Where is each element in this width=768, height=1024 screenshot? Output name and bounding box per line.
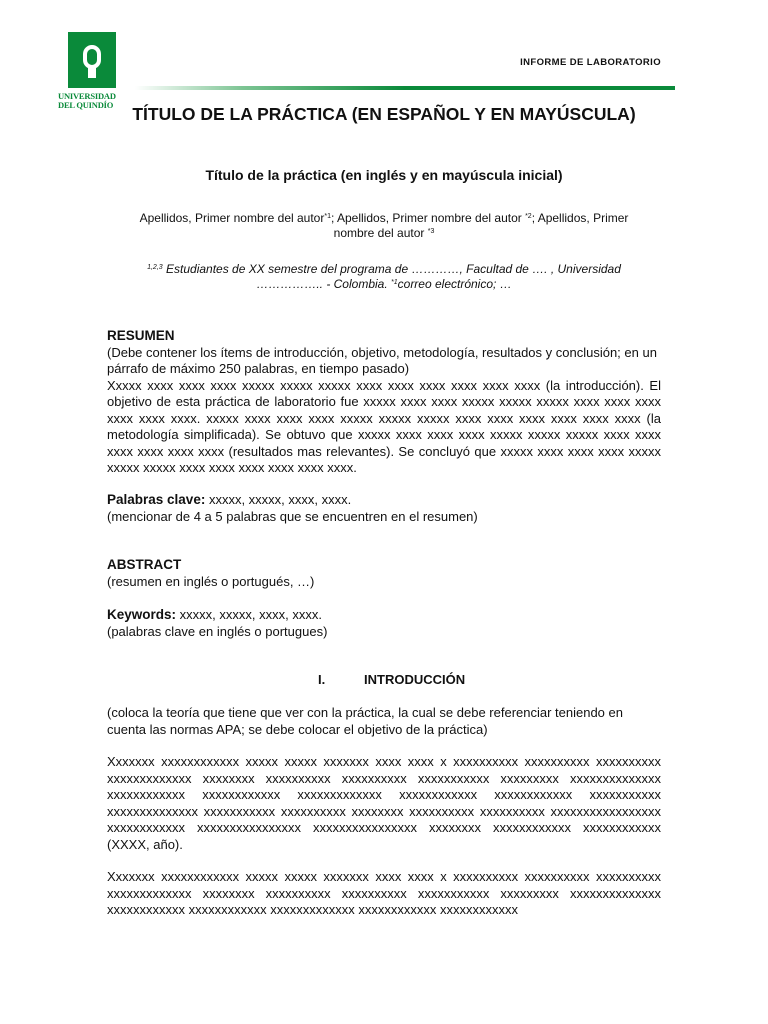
author-list: Apellidos, Primer nombre del autor$^{*1}$; Apellidos, Primer nombre del autor $^{*2}$; Apellidos, Primer nombre del autor $^{*3}$	[139, 211, 629, 240]
palabras-clave-section	[107, 492, 661, 525]
page-title: TÍTULO DE LA PRÁCTICA (EN ESPAÑOL Y EN MAYÚSCULA)	[132, 104, 636, 124]
resumen-body: Xxxxx xxxx xxxx xxxx xxxxx xxxxx xxxxx xxxx xxxx xxxx xxxx xxxx xxxx (la introducción). El objetivo de esta práctica de laboratorio fue xxxxx xxxx xxxx xxxxx xxxxx xxxxx xxxx xxxx xxxx xxxx xxxx xxxx. xxxxx xxxx xxxx xxxx xxxxx xxxxx xxxxx xxxx xxxx xxxx xxxx xxxx xxxx (la metodología simplificada). Se obtuvo que xxxxx xxxx xxxx xxxx xxxxx xxxxx xxxxx xxxx xxxx xxxx xxxx xxxx xxxx (resultados mas relevantes). Se concluyó que xxxxx xxxx xxxx xxxx xxxxx xxxxx xxxxx xxxx xxxx xxxx xxxx xxxx xxxx.	[107, 377, 661, 475]
header-divider	[135, 86, 675, 90]
section-heading-introduccion: I. INTRODUCCIÓN	[318, 672, 466, 687]
abstract-note: (resumen en inglés o portugués, …)	[107, 573, 315, 589]
palabras-clave-note: (mencionar de 4 a 5 palabras que se encuentren en el resumen)	[107, 508, 478, 524]
introduccion-note: (coloca la teoría que tiene que ver con la práctica, la cual se debe referenciar teniendo en cuenta las normas APA; se debe colocar el objetivo de la práctica)	[107, 705, 623, 737]
keywords-label: Keywords:	[107, 607, 177, 622]
resumen-section	[107, 328, 661, 477]
introduccion-paragraph-2: Xxxxxxx xxxxxxxxxxxx xxxxx xxxxx xxxxxxx xxxx xxxx x xxxxxxxxxx xxxxxxxxxx xxxxxxxxxx xxxxxxxxxxxxx xxxxxxxx xxxxxxxxxx xxxxxxxxxx xxxxxxxxxxx xxxxxxxxx xxxxxxxxxxxxxx xxxxxxxxxxxx xxxxxxxxxxxx xxxxxxxxxxxxx xxxxxxxxxxxx xxxxxxxxxxxx	[107, 869, 661, 917]
introduccion-paragraph-1: Xxxxxxx xxxxxxxxxxxx xxxxx xxxxx xxxxxxx xxxx xxxx x xxxxxxxxxx xxxxxxxxxx xxxxxxxxxx xxxxxxxxxxxxx xxxxxxxx xxxxxxxxxx xxxxxxxxxx xxxxxxxxxxx xxxxxxxxx xxxxxxxxxxxxxx xxxxxxxxxxxx xxxxxxxxxxxx xxxxxxxxxxxxx xxxxxxxxxxxx xxxxxxxxxxxx xxxxxxxxxxx xxxxxxxxxxxxxx xxxxxxxxxxx xxxxxxxxxx xxxxxxxx xxxxxxxxxx xxxxxxxxxx xxxxxxxxxxxxxxxxx xxxxxxxxxxxx xxxxxxxxxxxxxxxx xxxxxxxxxxxxxxxx xxxxxxxx xxxxxxxxxxxx xxxxxxxxxxxx (XXXX, año).	[107, 754, 661, 852]
keywords-section	[107, 607, 661, 640]
abstract-heading: ABSTRACT	[107, 557, 182, 572]
abstract-section	[107, 557, 661, 590]
keywords-value: xxxxx, xxxxx, xxxx, xxxx.	[176, 607, 322, 622]
palabras-clave-value: xxxxx, xxxxx, xxxx, xxxx.	[205, 492, 352, 507]
logo-wordmark: UNIVERSIDAD DEL QUINDÍO	[58, 91, 116, 110]
resumen-heading: RESUMEN	[107, 328, 175, 343]
page-subtitle: Título de la práctica (en inglés y en mayúscula inicial)	[205, 167, 563, 183]
keywords-note: (palabras clave en inglés o portugues)	[107, 623, 328, 639]
report-type-label: INFORME DE LABORATORIO	[520, 57, 661, 68]
resumen-note: (Debe contener los ítems de introducción, objetivo, metodología, resultados y conclusión; en un párrafo de máximo 250 palabras, en tiempo pasado)	[107, 344, 657, 376]
logo-q-shape	[83, 45, 101, 69]
palabras-clave-label: Palabras clave:	[107, 492, 206, 507]
author-affiliation: $^{1,2,3}$ Estudiantes de XX semestre del programa de …………, Facultad de …. , Universidad …………….. - Colombia. $^{*1}$correo electrónico; …	[147, 262, 621, 291]
logo-emblem	[68, 32, 116, 88]
